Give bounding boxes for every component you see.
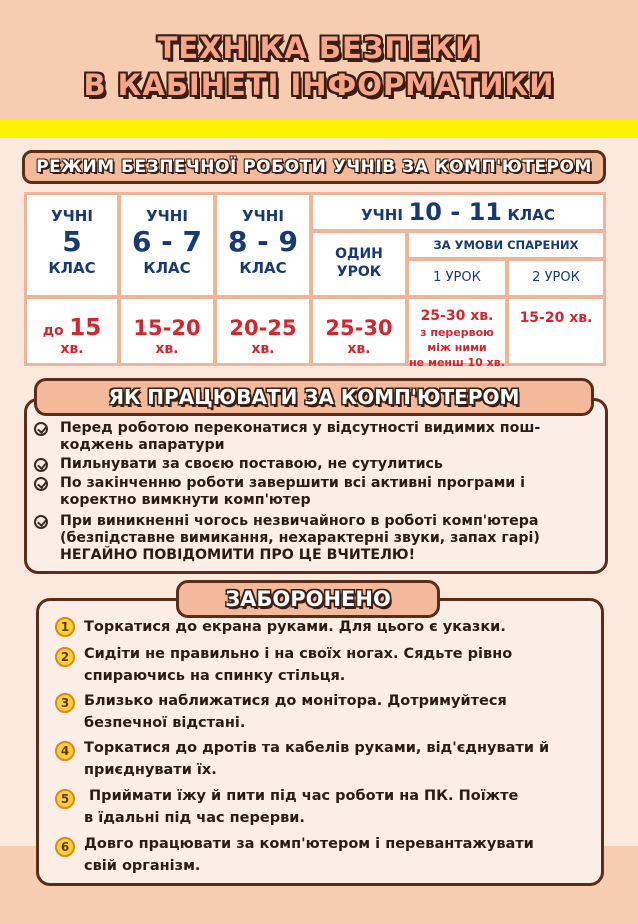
class-label: КЛАС <box>143 259 191 277</box>
lesson-1-header: 1 УРОК <box>406 258 508 298</box>
time-unit: хв. <box>347 341 371 357</box>
howto-item-4-line-1: При виникненні чогось незвичайного в роботі комп'ютера <box>60 513 539 529</box>
number-4-icon: 4 <box>55 741 75 761</box>
time-unit: хв. <box>60 341 84 357</box>
break-note-2: не менш 10 хв. <box>409 356 505 369</box>
forbidden-item-1 <box>84 616 584 638</box>
number-5-icon: 5 <box>55 789 75 809</box>
forbidden-item-5 <box>84 785 584 829</box>
grade-5-cell <box>24 192 120 298</box>
mode-banner: РЕЖИМ БЕЗПЕЧНОЇ РОБОТИ УЧНІВ ЗА КОМП'ЮТЕРОМ <box>22 150 606 184</box>
title-line-1: ТЕХНІКА БЕЗПЕКИ <box>157 31 481 65</box>
forbidden-item-6 <box>84 833 584 877</box>
class-label: КЛАС <box>507 206 555 224</box>
howto-item-2-line-1: Пильнувати за своєю поставою, не сутулитись <box>60 456 443 472</box>
pupils-label: УЧНІ <box>146 207 188 225</box>
grade-1011-header <box>310 192 606 232</box>
forbidden-title: ЗАБОРОНЕНО <box>176 580 440 618</box>
grade-number: 8 - 9 <box>227 225 299 258</box>
number-6-icon: 6 <box>55 837 75 857</box>
time-value: 25-30 <box>325 316 393 340</box>
time-prefix: до <box>42 323 64 339</box>
time-value: 15 <box>69 315 102 341</box>
break-note-1: з перервою між ними <box>420 326 494 354</box>
howto-title: ЯК ПРАЦЮВАТИ ЗА КОМП'ЮТЕРОМ <box>34 378 594 416</box>
time-grade-89 <box>214 296 312 366</box>
howto-item-1-line-1: Перед роботою переконатися у відсутності видимих пош- <box>60 420 541 436</box>
one-lesson-cell <box>310 230 408 298</box>
pupils-label: УЧНІ <box>51 207 93 225</box>
forbidden-item-6-line-1: Довго працювати за комп'ютером і перевантажувати <box>84 836 534 852</box>
howto-item-3-line-2: коректно вимкнути комп'ютер <box>60 492 311 508</box>
one-lesson-line-2: УРОК <box>336 264 382 280</box>
forbidden-item-2 <box>84 643 584 687</box>
one-lesson-line-1: ОДИН <box>335 246 383 262</box>
forbidden-item-6-line-2: свій організм. <box>84 858 201 874</box>
time-one-lesson <box>310 296 408 366</box>
paired-lessons-header: ЗА УМОВИ СПАРЕНИХ <box>406 230 606 260</box>
check-icon <box>34 477 48 491</box>
forbidden-item-2-line-1: Сидіти не правильно і на своїх ногах. Сядьте рівно <box>84 646 513 662</box>
time-value: 20-25 <box>229 316 297 340</box>
howto-item-4 <box>60 513 600 564</box>
pupils-label: УЧНІ <box>242 207 284 225</box>
number-2-icon: 2 <box>55 647 75 667</box>
title-line-2: В КАБІНЕТІ ІНФОРМАТИКИ <box>83 68 555 102</box>
grade-number: 5 <box>62 225 82 258</box>
howto-item-1-line-2: коджень апаратури <box>60 437 225 453</box>
pupils-label: УЧНІ <box>361 206 403 224</box>
forbidden-item-3-line-1: Близько наближатися до монітора. Дотримуйтеся <box>84 693 507 709</box>
forbidden-item-1-line-1: Торкатися до екрана руками. Для цього є указки. <box>84 619 506 635</box>
forbidden-item-5-line-1: Приймати їжу й пити під час роботи на ПК. Поїжте <box>84 788 519 804</box>
check-icon <box>34 422 48 436</box>
time-grade-5 <box>24 296 120 366</box>
forbidden-item-2-line-2: спираючись на спинку стільця. <box>84 668 346 684</box>
check-icon <box>34 458 48 472</box>
check-icon <box>34 515 48 529</box>
time-value: 15-20 хв. <box>519 310 593 326</box>
time-unit: хв. <box>251 341 275 357</box>
time-unit: хв. <box>155 341 179 357</box>
time-value: 15-20 <box>133 316 201 340</box>
forbidden-item-3-line-2: безпечної відстані. <box>84 715 246 731</box>
howto-item-1 <box>60 420 600 454</box>
howto-item-3-line-1: По закінченню роботи завершити всі активні програми і <box>60 475 526 491</box>
time-lesson-1 <box>406 296 508 369</box>
howto-item-2 <box>60 456 600 473</box>
grade-number: 6 - 7 <box>131 225 203 258</box>
forbidden-item-4-line-2: приєднувати їх. <box>84 762 217 778</box>
number-1-icon: 1 <box>55 617 75 637</box>
number-3-icon: 3 <box>55 693 75 713</box>
forbidden-item-4 <box>84 737 584 781</box>
forbidden-item-4-line-1: Торкатися до дротів та кабелів руками, від'єднувати й <box>84 740 550 756</box>
yellow-stripe <box>0 120 638 138</box>
howto-item-3 <box>60 475 600 509</box>
howto-item-4-line-2: (безпідставне вимикання, нехарактерні звуки, запах гарі) <box>60 530 540 546</box>
time-value: 25-30 хв. <box>420 308 494 324</box>
forbidden-item-5-line-2: в їдальні під час перерви. <box>84 810 305 826</box>
howto-item-4-line-3: НЕГАЙНО ПОВІДОМИТИ ПРО ЦЕ ВЧИТЕЛЮ! <box>60 547 416 563</box>
poster-title <box>0 30 638 104</box>
grade-67-cell <box>118 192 216 298</box>
time-grade-67 <box>118 296 216 366</box>
class-label: КЛАС <box>239 259 287 277</box>
grade-number: 10 - 11 <box>408 198 502 226</box>
class-label: КЛАС <box>48 259 96 277</box>
lesson-2-header: 2 УРОК <box>506 258 606 298</box>
grade-89-cell <box>214 192 312 298</box>
forbidden-item-3 <box>84 690 584 734</box>
time-lesson-2 <box>506 296 606 366</box>
